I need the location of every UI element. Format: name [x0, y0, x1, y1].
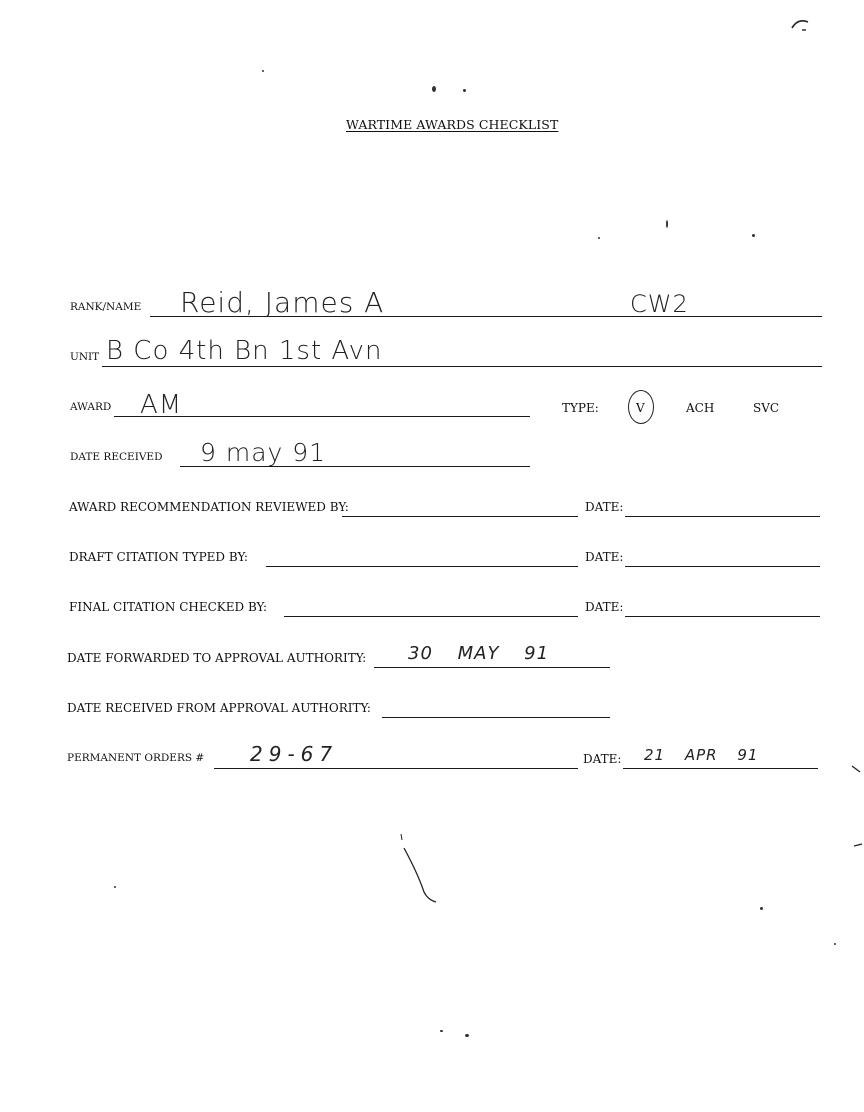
name-value: Reid, James A [180, 286, 385, 319]
recommendation-line [342, 516, 578, 517]
unit-value: B Co 4th Bn 1st Avn [106, 336, 383, 366]
orders-date-label: DATE: [583, 752, 622, 766]
scan-speck [834, 943, 836, 945]
forwarded-value: 30 MAY 91 [408, 643, 550, 664]
orders-date-value: 21 APR 91 [644, 746, 759, 764]
type-option-svc: SVC [753, 401, 780, 415]
scan-speck [463, 89, 466, 92]
edge-mark [846, 760, 864, 860]
type-option-ach: ACH [686, 401, 715, 415]
award-value: AM [140, 390, 183, 420]
type-label: TYPE: [562, 401, 599, 415]
rank-name-label: RANK/NAME [70, 301, 142, 313]
scan-speck [465, 1034, 469, 1037]
recommendation-label: AWARD RECOMMENDATION REVIEWED BY: [69, 500, 349, 514]
scan-speck [752, 234, 755, 237]
award-label: AWARD [70, 401, 112, 413]
draft-line [266, 566, 578, 567]
scan-speck [598, 237, 600, 239]
unit-label: UNIT [70, 351, 100, 363]
draft-date-label: DATE: [585, 550, 624, 564]
recommendation-date-label: DATE: [585, 500, 624, 514]
draft-date-line [625, 566, 820, 567]
received-from-line [382, 717, 610, 718]
received-from-label: DATE RECEIVED FROM APPROVAL AUTHORITY: [67, 701, 371, 715]
corner-mark [788, 16, 812, 36]
orders-value: 29-67 [250, 742, 339, 766]
scan-speck [760, 907, 763, 910]
orders-line [214, 768, 578, 769]
orders-date-line [623, 768, 818, 769]
scan-speck [262, 70, 264, 72]
forwarded-label: DATE FORWARDED TO APPROVAL AUTHORITY: [67, 651, 367, 665]
type-option-v: V [636, 401, 645, 415]
forwarded-line [374, 667, 610, 668]
final-date-label: DATE: [585, 600, 624, 614]
scan-speck [440, 1030, 443, 1032]
final-label: FINAL CITATION CHECKED BY: [69, 600, 268, 614]
form-title: WARTIME AWARDS CHECKLIST [346, 117, 559, 132]
stray-pen-stroke [396, 830, 446, 906]
scan-speck [432, 86, 436, 92]
date-received-label: DATE RECEIVED [70, 451, 163, 463]
draft-label: DRAFT CITATION TYPED BY: [69, 550, 248, 564]
scan-speck [114, 886, 116, 888]
orders-label: PERMANENT ORDERS # [67, 752, 205, 764]
unit-line [102, 366, 822, 367]
rank-value: CW2 [630, 290, 689, 318]
scan-speck [666, 220, 668, 228]
final-date-line [625, 616, 820, 617]
recommendation-date-line [625, 516, 820, 517]
date-received-value: 9 may 91 [200, 438, 327, 467]
final-line [284, 616, 578, 617]
